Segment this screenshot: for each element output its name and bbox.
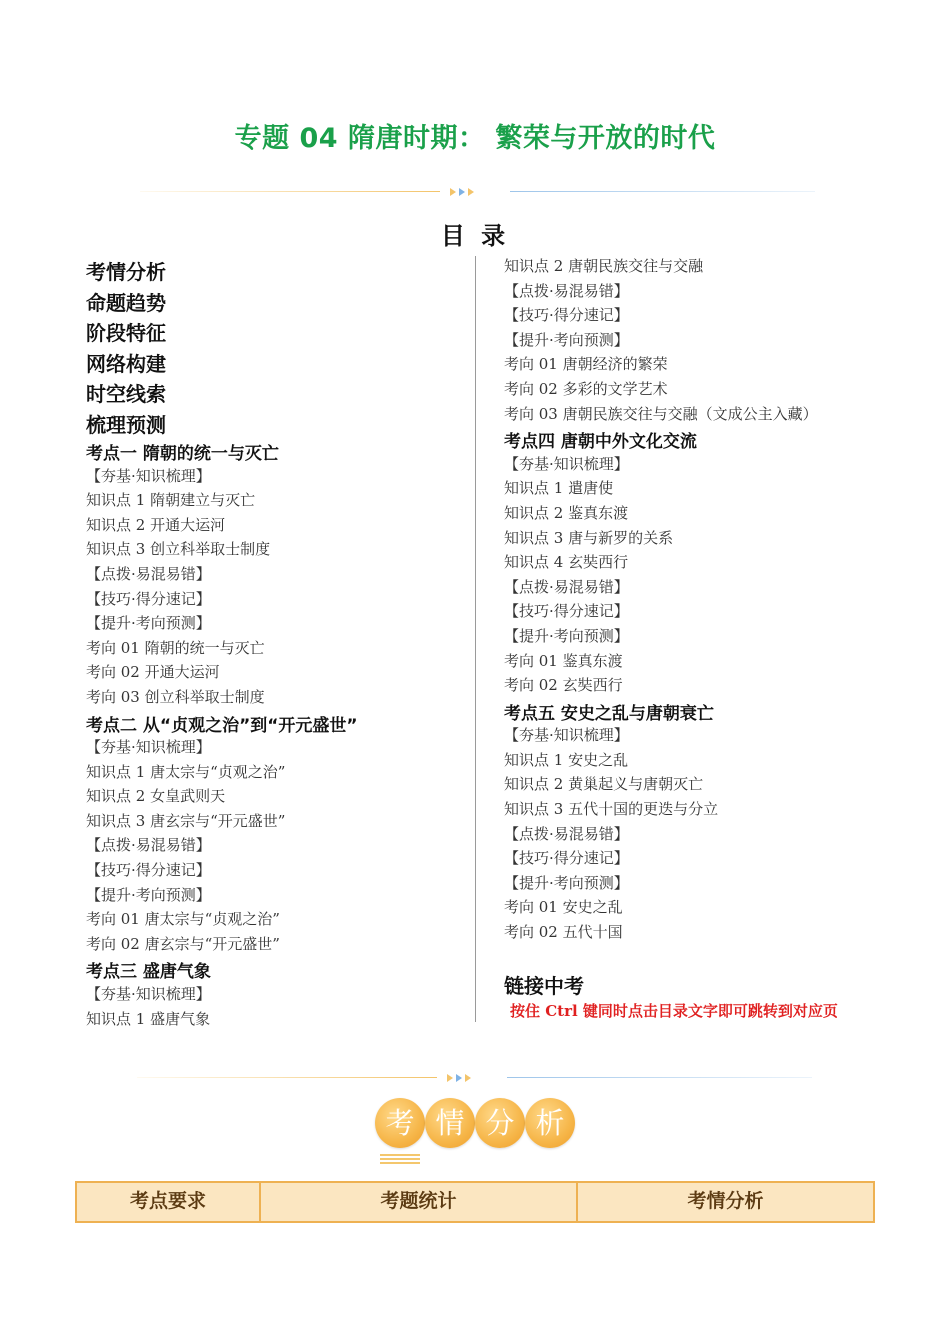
toc-entry[interactable]: 链接中考: [504, 974, 584, 998]
toc-entry[interactable]: 【技巧·得分速记】: [504, 849, 629, 868]
arrow-ornament-icon: [447, 1073, 497, 1083]
toc-entry[interactable]: 知识点 2 女皇武则天: [86, 787, 226, 806]
toc-entry[interactable]: 命题趋势: [86, 290, 166, 315]
toc-entry[interactable]: 考向 01 安史之乱: [504, 898, 623, 917]
toc-entry[interactable]: 知识点 1 唐太宗与“贞观之治”: [86, 762, 286, 781]
toc-entry[interactable]: 考向 01 隋朝的统一与灭亡: [86, 638, 265, 657]
toc-entry[interactable]: 【技巧·得分速记】: [86, 861, 211, 879]
badge-circle: 分: [475, 1098, 525, 1148]
toc-entry[interactable]: 【提升·考向预测】: [86, 885, 211, 904]
toc-entry[interactable]: 考点四 唐朝中外文化交流: [504, 432, 697, 453]
toc-entry[interactable]: 【点拨·易混易错】: [504, 281, 629, 300]
toc-entry[interactable]: 知识点 1 隋朝建立与灭亡: [86, 491, 256, 510]
bottom-divider: [137, 1073, 812, 1083]
toc-entry[interactable]: 【技巧·得分速记】: [86, 589, 211, 608]
exam-analysis-table-header: [75, 1181, 875, 1223]
toc-entry[interactable]: 考向 02 五代十国: [504, 923, 623, 941]
toc-entry[interactable]: 知识点 1 遣唐使: [504, 479, 614, 498]
toc-entry[interactable]: 【提升·考向预测】: [504, 330, 629, 349]
toc-entry[interactable]: 考向 02 玄奘西行: [504, 676, 623, 695]
badge-circle: 情: [425, 1098, 475, 1148]
toc-entry[interactable]: 知识点 3 五代十国的更迭与分立: [504, 800, 719, 818]
column-divider: [475, 256, 476, 1022]
toc-entry[interactable]: 【点拨·易混易错】: [504, 824, 629, 843]
toc-entry[interactable]: 【提升·考向预测】: [86, 614, 211, 633]
toc-entry[interactable]: 知识点 1 盛唐气象: [86, 1009, 211, 1028]
toc-entry[interactable]: 考向 01 唐太宗与“贞观之治”: [86, 910, 280, 929]
toc-entry[interactable]: 时空线索: [86, 382, 166, 406]
toc-entry[interactable]: 阶段特征: [86, 321, 166, 345]
toc-entry[interactable]: 梳理预测: [86, 412, 166, 437]
toc-entry[interactable]: 【技巧·得分速记】: [504, 306, 629, 325]
toc-entry[interactable]: 知识点 3 唐玄宗与“开元盛世”: [86, 811, 286, 830]
toc-entry[interactable]: 【夯基·知识梳理】: [86, 466, 211, 485]
toc-heading: 目 录: [440, 222, 510, 250]
table-header-cell: 考情分析: [687, 1190, 764, 1212]
top-divider: [140, 187, 815, 197]
arrow-ornament-icon: [450, 187, 500, 197]
section-badge-kaoqing-fenxi[interactable]: [375, 1098, 575, 1164]
toc-entry[interactable]: 考向 03 唐朝民族交往与交融（文成公主入藏）: [504, 404, 818, 423]
page-title: 专题 04 隋唐时期： 繁荣与开放的时代: [234, 123, 716, 154]
ctrl-click-note: 按住 Ctrl 键同时点击目录文字即可跳转到对应页: [510, 1002, 838, 1020]
toc-entry[interactable]: 考向 02 多彩的文学艺术: [504, 380, 668, 398]
toc-entry[interactable]: 知识点 2 唐朝民族交往与交融: [504, 257, 704, 275]
toc-entry[interactable]: 知识点 3 创立科举取士制度: [86, 540, 271, 559]
toc-entry[interactable]: 【点拨·易混易错】: [86, 836, 211, 855]
toc-entry[interactable]: 【技巧·得分速记】: [504, 602, 629, 621]
toc-entry[interactable]: 【点拨·易混易错】: [504, 577, 629, 596]
table-header-cell: 考点要求: [129, 1190, 206, 1212]
toc-entry[interactable]: 考向 03 创立科举取士制度: [86, 687, 265, 706]
toc-entry[interactable]: 考点五 安史之乱与唐朝衰亡: [504, 703, 714, 724]
table-header-cell: 考题统计: [380, 1190, 457, 1212]
toc-entry[interactable]: 【夯基·知识梳理】: [86, 738, 211, 756]
toc-entry[interactable]: 【点拨·易混易错】: [86, 564, 211, 583]
toc-entry[interactable]: 考点一 隋朝的统一与灭亡: [86, 444, 279, 464]
toc-entry[interactable]: 知识点 2 鉴真东渡: [504, 503, 629, 522]
badge-underline-stripes: [380, 1154, 420, 1166]
toc-entry[interactable]: 知识点 4 玄奘西行: [504, 553, 629, 572]
toc-entry[interactable]: 【提升·考向预测】: [504, 873, 629, 892]
toc-entry[interactable]: 知识点 3 唐与新罗的关系: [504, 528, 674, 547]
toc-entry[interactable]: 【夯基·知识梳理】: [504, 454, 629, 473]
toc-entry[interactable]: 考向 02 开通大运河: [86, 663, 220, 682]
toc-entry[interactable]: 知识点 2 黄巢起义与唐朝灭亡: [504, 775, 704, 794]
toc-entry[interactable]: 【提升·考向预测】: [504, 626, 629, 645]
toc-entry[interactable]: 考向 01 鉴真东渡: [504, 651, 623, 670]
toc-entry[interactable]: 考向 01 唐朝经济的繁荣: [504, 355, 668, 374]
toc-entry[interactable]: 【夯基·知识梳理】: [86, 984, 211, 1003]
toc-entry[interactable]: 考情分析: [86, 260, 166, 284]
toc-entry[interactable]: 【夯基·知识梳理】: [504, 726, 629, 745]
toc-entry[interactable]: 网络构建: [86, 351, 166, 376]
toc-entry[interactable]: 知识点 2 开通大运河: [86, 515, 226, 534]
badge-circle: 析: [525, 1098, 575, 1148]
toc-entry[interactable]: 考点二 从“贞观之治”到“开元盛世”: [86, 715, 358, 736]
toc-entry[interactable]: 知识点 1 安史之乱: [504, 750, 629, 769]
toc-entry[interactable]: 考点三 盛唐气象: [86, 962, 211, 983]
toc-entry[interactable]: 考向 02 唐玄宗与“开元盛世”: [86, 934, 280, 953]
badge-circle: 考: [375, 1098, 425, 1148]
